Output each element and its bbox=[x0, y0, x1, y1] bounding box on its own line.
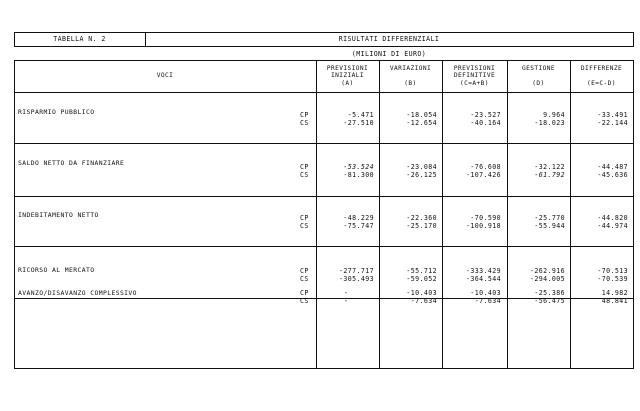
col-border-4 bbox=[507, 60, 508, 369]
cell-value: -7.634 bbox=[474, 297, 501, 305]
cell-value: 14.982 bbox=[601, 289, 628, 297]
cell-value: -100.918 bbox=[466, 222, 501, 230]
header-differenze-3: (E=C-D) bbox=[587, 80, 616, 87]
cell-value: -61.792 bbox=[534, 171, 565, 179]
cell-value: -262.916 bbox=[530, 267, 565, 275]
header-prev-iniziali-2: INIZIALI bbox=[330, 72, 364, 79]
header-prev-definitive-2: DEFINITIVE bbox=[453, 72, 496, 79]
row-rule-1 bbox=[14, 143, 633, 144]
cell-value: -25.770 bbox=[534, 214, 565, 222]
cell-value: -22.360 bbox=[406, 214, 437, 222]
row-type-cs: CS bbox=[300, 297, 309, 305]
cell-value: -76.608 bbox=[470, 163, 501, 171]
cell-value: -18.023 bbox=[534, 119, 565, 127]
table-top-rule bbox=[14, 60, 633, 61]
header-prev-definitive-1: PREVISIONI bbox=[453, 65, 496, 72]
cell-value: -55.944 bbox=[534, 222, 565, 230]
row-label-saldo-netto: SALDO NETTO DA FINANZIARE bbox=[18, 159, 125, 167]
col-border-5 bbox=[570, 60, 571, 369]
row-label-risparmio: RISPARMIO PUBBLICO bbox=[18, 108, 95, 116]
col-border-left bbox=[14, 60, 15, 369]
cell-value: -33.491 bbox=[597, 111, 628, 119]
cell-value: -55.712 bbox=[406, 267, 437, 275]
row-type-cp: CP bbox=[300, 214, 309, 222]
cell-value: -23.084 bbox=[406, 163, 437, 171]
cell-value: -10.403 bbox=[406, 289, 437, 297]
cell-value: -48.229 bbox=[343, 214, 374, 222]
cell-value: -70.539 bbox=[597, 275, 628, 283]
cell-value: -25.170 bbox=[406, 222, 437, 230]
cell-value: -364.544 bbox=[466, 275, 501, 283]
row-type-cs: CS bbox=[300, 119, 309, 127]
row-rule-2 bbox=[14, 196, 633, 197]
cell-value: -45.636 bbox=[597, 171, 628, 179]
col-border-1 bbox=[316, 60, 317, 369]
cell-value: -32.122 bbox=[534, 163, 565, 171]
cell-value: -25.386 bbox=[534, 289, 565, 297]
row-type-cp: CP bbox=[300, 289, 309, 297]
col-border-right bbox=[633, 60, 634, 369]
row-label-indebitamento: INDEBITAMENTO NETTO bbox=[18, 211, 99, 219]
cell-value: -294.005 bbox=[530, 275, 565, 283]
title-bottom-rule bbox=[14, 46, 633, 47]
header-variazioni-1: VARIAZIONI bbox=[389, 65, 432, 72]
header-prev-definitive-3: (C=A+B) bbox=[460, 80, 489, 87]
unit-label: (MILIONI DI EURO) bbox=[351, 50, 427, 58]
header-gestione-3: (D) bbox=[532, 80, 545, 87]
row-type-cp: CP bbox=[300, 267, 309, 275]
table-heading: RISULTATI DIFFERENZIALI bbox=[338, 35, 440, 43]
cell-value: -44.487 bbox=[597, 163, 628, 171]
cell-value: -27.510 bbox=[343, 119, 374, 127]
row-rule-3 bbox=[14, 246, 633, 247]
header-voci: VOCI bbox=[156, 72, 174, 79]
cell-value: -40.164 bbox=[470, 119, 501, 127]
header-variazioni-3: (B) bbox=[404, 80, 417, 87]
cell-value: -70.513 bbox=[597, 267, 628, 275]
table-bottom-rule bbox=[14, 368, 633, 369]
cell-value: -59.052 bbox=[406, 275, 437, 283]
cell-value: -23.527 bbox=[470, 111, 501, 119]
cell-value: -44.974 bbox=[597, 222, 628, 230]
title-top-rule bbox=[14, 32, 633, 33]
cell-value: - bbox=[344, 297, 349, 305]
header-prev-iniziali-3: (A) bbox=[341, 80, 354, 87]
col-border-3 bbox=[442, 60, 443, 369]
cell-value: -18.054 bbox=[406, 111, 437, 119]
cell-value: -75.747 bbox=[343, 222, 374, 230]
row-type-cp: CP bbox=[300, 111, 309, 119]
cell-value: -10.403 bbox=[470, 289, 501, 297]
cell-value: -12.654 bbox=[406, 119, 437, 127]
cell-value: -70.590 bbox=[470, 214, 501, 222]
table-number: TABELLA N. 2 bbox=[53, 35, 106, 43]
header-bottom-rule bbox=[14, 92, 633, 93]
cell-value: -44.820 bbox=[597, 214, 628, 222]
row-type-cp: CP bbox=[300, 163, 309, 171]
cell-value: -56.475 bbox=[534, 297, 565, 305]
header-prev-iniziali-1: PREVISIONI bbox=[326, 65, 369, 72]
cell-value: -7.634 bbox=[410, 297, 437, 305]
row-type-cs: CS bbox=[300, 171, 309, 179]
cell-value: -277.717 bbox=[339, 267, 374, 275]
cell-value: 9.964 bbox=[543, 111, 565, 119]
cell-value: - bbox=[344, 289, 349, 297]
row-type-cs: CS bbox=[300, 275, 309, 283]
cell-value: -5.471 bbox=[347, 111, 374, 119]
cell-value: 48.841 bbox=[601, 297, 628, 305]
cell-value: -26.125 bbox=[406, 171, 437, 179]
cell-value: -305.493 bbox=[339, 275, 374, 283]
cell-value: -81.300 bbox=[343, 171, 374, 179]
row-label-ricorso: RICORSO AL MERCATO bbox=[18, 266, 95, 274]
col-border-2 bbox=[379, 60, 380, 369]
row-type-cs: CS bbox=[300, 222, 309, 230]
cell-value: -107.426 bbox=[466, 171, 501, 179]
cell-value: -53.524 bbox=[343, 163, 374, 171]
cell-value: -333.429 bbox=[466, 267, 501, 275]
row-label-avanzo: AVANZO/DISAVANZO COMPLESSIVO bbox=[18, 289, 137, 297]
title-right-border bbox=[633, 32, 634, 47]
header-differenze-1: DIFFERENZE bbox=[580, 65, 623, 72]
cell-value: -22.144 bbox=[597, 119, 628, 127]
header-gestione-1: GESTIONE bbox=[521, 65, 555, 72]
